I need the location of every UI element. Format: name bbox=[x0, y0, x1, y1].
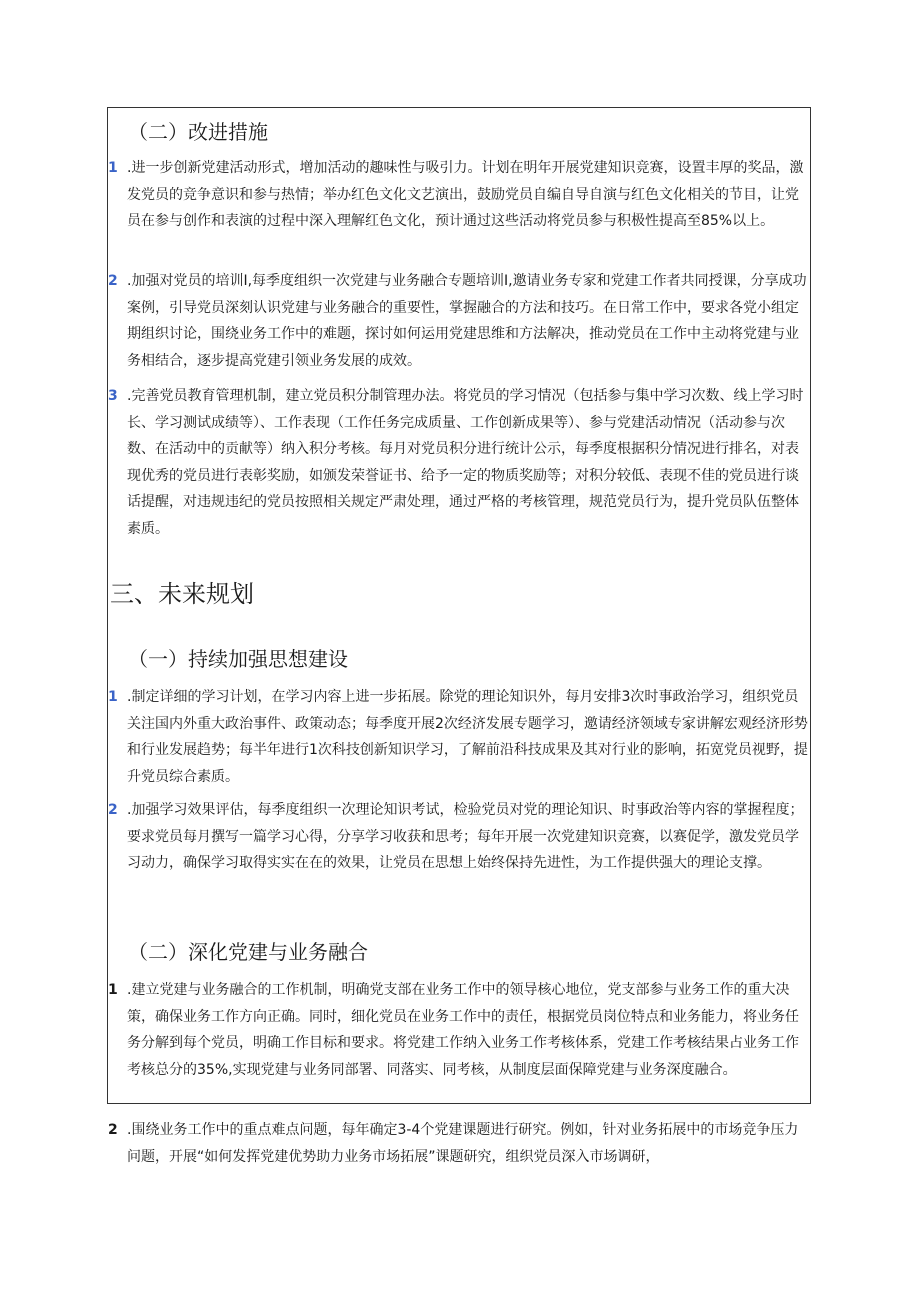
item-number: 1 bbox=[108, 160, 118, 176]
heading-ideological-building: （一）持续加强思想建设 bbox=[128, 647, 348, 671]
list-item-improve-2 bbox=[108, 268, 812, 374]
list-item-improve-3 bbox=[108, 383, 812, 542]
item-number: 1 bbox=[108, 689, 118, 705]
heading-party-business-integration: （二）深化党建与业务融合 bbox=[128, 940, 368, 964]
list-item-integration-2 bbox=[108, 1117, 812, 1170]
item-number: 2 bbox=[108, 802, 118, 818]
list-item-integration-1 bbox=[108, 977, 812, 1083]
item-number: 2 bbox=[108, 1122, 118, 1138]
item-text: .建立党建与业务融合的工作机制，明确党支部在业务工作中的领导核心地位，党支部参与业务工作的重大决策，确保业务工作方向正确。同时，细化党员在业务工作中的责任，根据党员岗位特点和业务能力，将业务任务分解到每个党员，明确工作目标和要求。将党建工作纳入业务工作考核体系，党建工作考核结果占业务工作考核总分的35%,实现党建与业务同部署、同落实、同考核，从制度层面保障党建与业务深度融合。 bbox=[127, 982, 799, 1078]
list-item-improve-1 bbox=[108, 155, 812, 235]
item-text: .进一步创新党建活动形式，增加活动的趣味性与吸引力。计划在明年开展党建知识竞赛，设置丰厚的奖品，激发党员的竞争意识和参与热情；举办红色文化文艺演出，鼓励党员自编自导自演与红色文化相关的节目，让党员在参与创作和表演的过程中深入理解红色文化，预计通过这些活动将党员参与积极性提高至85%以上。 bbox=[127, 160, 804, 229]
item-number: 3 bbox=[108, 388, 118, 404]
item-text: .加强对党员的培训I,每季度组织一次党建与业务融合专题培训I,邀请业务专家和党建工作者共同授课，分享成功案例，引导党员深刻认识党建与业务融合的重要性，掌握融合的方法和技巧。在日常工作中，要求各党小组定期组织讨论，围绕业务工作中的难题，探讨如何运用党建思维和方法解决，推动党员在工作中主动将党建与业务相结合，逐步提高党建引领业务发展的成效。 bbox=[127, 273, 807, 369]
heading-future-plan: 三、未来规划 bbox=[110, 580, 254, 608]
item-text: .围绕业务工作中的重点难点问题，每年确定3-4个党建课题进行研究。例如，针对业务拓展中的市场竞争压力问题，开展“如何发挥党建优势助力业务市场拓展”课题研究，组织党员深入市场调研， bbox=[127, 1122, 799, 1165]
item-text: .制定详细的学习计划，在学习内容上进一步拓展。除党的理论知识外，每月安排3次时事政治学习，组织党员关注国内外重大政治事件、政策动态；每季度开展2次经济发展专题学习，邀请经济领域专家讲解宏观经济形势和行业发展趋势；每半年进行1次科技创新知识学习，了解前沿科技成果及其对行业的影响，拓宽党员视野，提升党员综合素质。 bbox=[127, 689, 808, 785]
list-item-ideology-2 bbox=[108, 797, 812, 877]
item-text: .加强学习效果评估，每季度组织一次理论知识考试，检验党员对党的理论知识、时事政治等内容的掌握程度；要求党员每月撰写一篇学习心得，分享学习收获和思考；每年开展一次党建知识竞赛，以赛促学，激发党员学习动力，确保学习取得实实在在的效果，让党员在思想上始终保持先进性，为工作提供强大的理论支撑。 bbox=[127, 802, 804, 871]
item-text: .完善党员教育管理机制，建立党员积分制管理办法。将党员的学习情况（包括参与集中学习次数、线上学习时长、学习测试成绩等）、工作表现（工作任务完成质量、工作创新成果等）、参与党建活动情况（活动参与次数、在活动中的贡献等）纳入积分考核。每月对党员积分进行统计公示，每季度根据积分情况进行排名，对表现优秀的党员进行表彰奖励，如颁发荣誉证书、给予一定的物质奖励等；对积分较低、表现不佳的党员进行谈话提醒，对违规违纪的党员按照相关规定严肃处理，通过严格的考核管理，规范党员行为，提升党员队伍整体素质。 bbox=[127, 388, 804, 537]
item-number: 2 bbox=[108, 273, 118, 289]
item-number: 1 bbox=[108, 982, 118, 998]
heading-improvement-measures: （二）改进措施 bbox=[128, 120, 268, 144]
list-item-ideology-1 bbox=[108, 684, 812, 790]
